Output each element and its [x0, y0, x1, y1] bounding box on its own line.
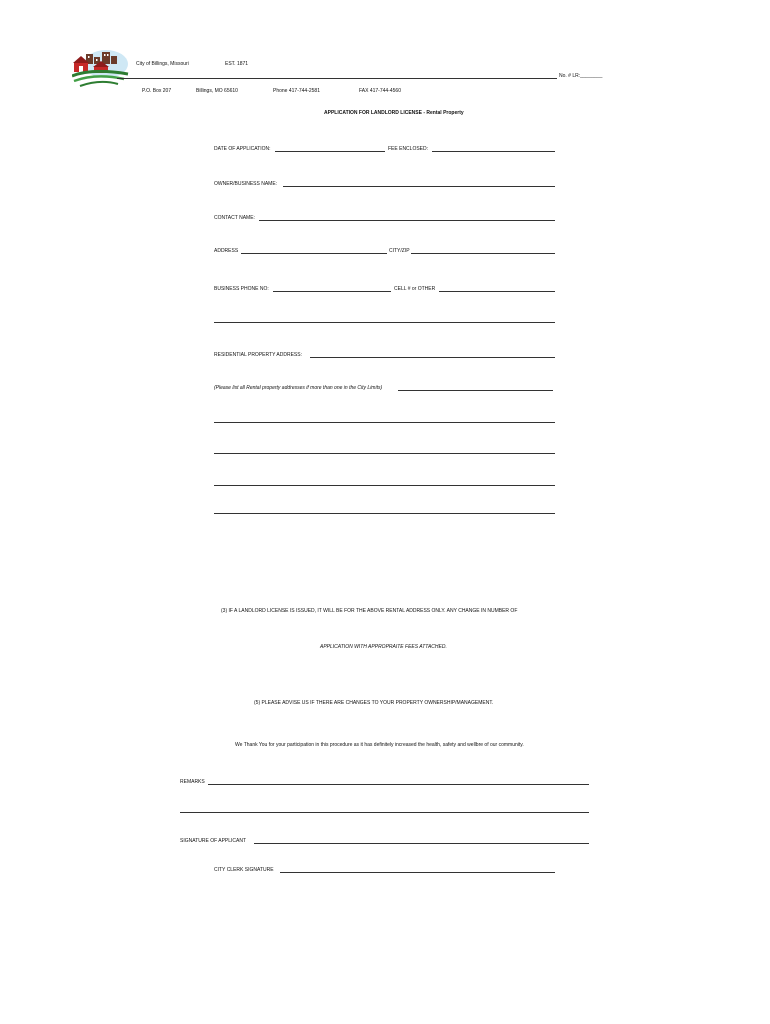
owner-field[interactable]	[283, 186, 555, 187]
notice-5: (5) PLEASE ADVISE US IF THERE ARE CHANGES TO YOUR PROPERTY OWNERSHIP/MANAGEMENT.	[254, 700, 494, 706]
cityzip-field[interactable]	[411, 253, 555, 254]
city-logo	[72, 48, 130, 90]
phone: Phone 417-744-2581	[273, 88, 320, 94]
address-label: ADDRESS	[214, 248, 239, 254]
city-name: City of Billings, Missouri	[136, 61, 189, 67]
extra-line[interactable]	[214, 322, 555, 323]
contact-field[interactable]	[259, 220, 555, 221]
fee-label: FEE ENCLOSED:	[388, 146, 429, 152]
notice-3-cont: APPLICATION WITH APPROPRAITE FEES ATTACHED.	[320, 644, 447, 650]
po-box: P.O. Box 207	[142, 88, 172, 94]
property-line-1[interactable]	[214, 422, 555, 423]
list-note-field[interactable]	[398, 390, 553, 391]
signature-label: SIGNATURE OF APPLICANT	[180, 838, 247, 844]
clerk-field[interactable]	[280, 872, 555, 873]
list-note: (Please list all Rental property addresses if more than one in the City Limits)	[214, 385, 383, 391]
header-rule	[117, 78, 557, 79]
fee-field[interactable]	[432, 151, 555, 152]
fax: FAX 417-744-4560	[359, 88, 401, 94]
owner-label: OWNER/BUSINESS NAME:	[214, 181, 278, 187]
thanks-note: We Thank You for your participation in this procedure as it has definitely increased the health, safety and wellbre of our community.	[235, 742, 524, 748]
business-phone-field[interactable]	[273, 291, 391, 292]
signature-field[interactable]	[254, 843, 589, 844]
business-phone-label: BUSINESS PHONE NO:	[214, 286, 269, 292]
city-state-zip: Billings, MO 65610	[196, 88, 238, 94]
notice-3: (3) IF A LANDLORD LICENSE IS ISSUED, IT WILL BE FOR THE ABOVE RENTAL ADDRESS ONLY. ANY CHANGE IN NUMBER OF	[221, 608, 518, 614]
cityzip-label: CITY/ZIP	[389, 248, 410, 254]
remarks-label: REMARKS	[180, 779, 205, 785]
cell-field[interactable]	[439, 291, 555, 292]
date-label: DATE OF APPLICATION:	[214, 146, 271, 152]
remarks-field[interactable]	[208, 784, 589, 785]
cell-label: CELL # or OTHER	[394, 286, 436, 292]
date-field[interactable]	[275, 151, 385, 152]
clerk-label: CITY CLERK SIGNATURE	[214, 867, 274, 873]
est-year: EST. 1871	[225, 61, 249, 67]
address-field[interactable]	[241, 253, 387, 254]
property-line-3[interactable]	[214, 485, 555, 486]
remarks-field-2[interactable]	[180, 812, 589, 813]
residential-field[interactable]	[310, 357, 555, 358]
property-line-2[interactable]	[214, 453, 555, 454]
form-title: APPLICATION FOR LANDLORD LICENSE - Rental Property	[324, 110, 464, 116]
license-number: No. # LR:________	[559, 73, 603, 79]
contact-label: CONTACT NAME:	[214, 215, 255, 221]
property-line-4[interactable]	[214, 513, 555, 514]
residential-label: RESIDENTIAL PROPERTY ADDRESS:	[214, 352, 302, 358]
